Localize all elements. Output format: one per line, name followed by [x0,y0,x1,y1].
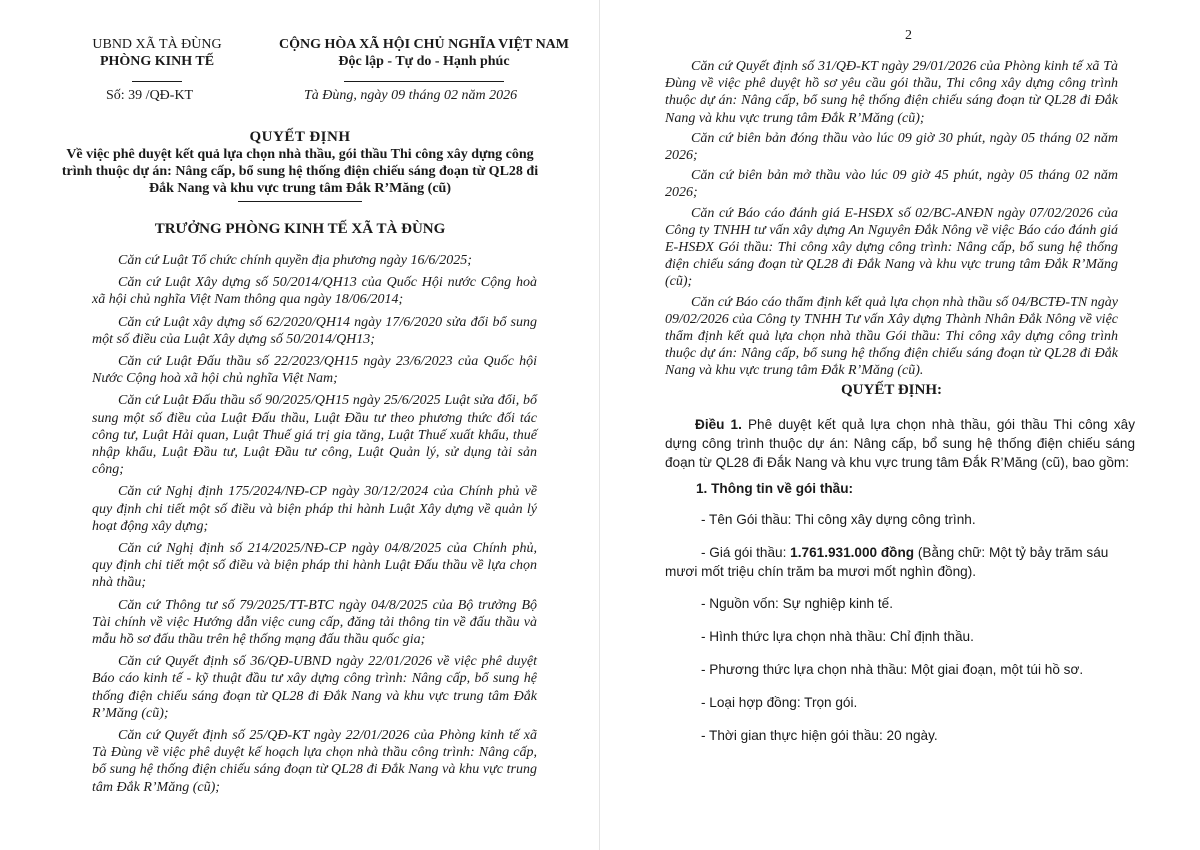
subject-line: Đắk Nang và khu vực trung tâm Đắk R’Măng (cũ) [148,181,452,196]
agency-name: PHÒNG KINH TẾ [99,54,215,69]
legal-basis-item: Căn cứ Thông tư số 79/2025/TT-BTC ngày 04/8/2025 của Bộ trưởng Bộ Tài chính về việc Hướng dẫn việc cung cấp, đăng tải thông tin về đấu thầu và mẫu hồ sơ đấu thầu trên hệ thống mạng đấu thầu quốc gia; [92,597,537,648]
decision-heading: QUYẾT ĐỊNH: [841,382,942,398]
price-label: - Giá gói thầu: [701,544,791,560]
issuing-agency [82,36,232,87]
selection-method-item: - Phương thức lựa chọn nhà thầu: Một giai đoạn, một túi hồ sơ. [701,661,1084,677]
legal-basis-continued [665,58,1118,383]
legal-basis-item: Căn cứ Báo cáo đánh giá E-HSĐX số 02/BC-ANĐN ngày 07/02/2026 của Công ty TNHH tư vấn xây dựng An Nguyên Đắk Nông về việc Báo cáo đánh giá E-HSĐX Gói thầu: Thi công xây dựng công trình: Nâng cấp, bổ sung hệ thống điện chiếu sáng đoạn từ QL28 đi Đắk Nang và khu vực trung tâm Đắk R’Măng (cũ); [665,205,1118,290]
nation-name: CỘNG HÒA XÃ HỘI CHỦ NGHĨA VIỆT NAM [278,37,569,52]
legal-basis-item: Căn cứ Luật Tổ chức chính quyền địa phương ngày 16/6/2025; [118,253,472,268]
legal-basis-item: Căn cứ Quyết định số 25/QĐ-KT ngày 22/01/2026 của Phòng kinh tế xã Tà Đùng về việc phê duyệt kế hoạch lựa chọn nhà thầu công trình: Nâng cấp, bổ sung hệ thống điện chiếu sáng đoạn từ QL28 đi Đắk Nang và khu vực trung tâm Đắk R’Măng (cũ); [92,728,537,795]
page-number: 2 [905,28,912,43]
contract-type-item: - Loại hợp đồng: Trọn gói. [701,694,858,710]
legal-basis-item: Căn cứ Nghị định 175/2024/NĐ-CP ngày 30/12/2024 của Chính phủ về quy định chi tiết một số điều và biện pháp thi hành Luật Xây dựng về quản lý hoạt động xây dựng; [92,484,537,534]
package-price-item [665,544,1135,582]
legal-basis-item: Căn cứ biên bản mở thầu vào lúc 09 giờ 45 phút, ngày 05 tháng 02 năm 2026; [665,168,1118,201]
legal-basis-item: Căn cứ Luật xây dựng số 62/2020/QH14 ngày 17/6/2020 sửa đổi bổ sung một số điều của Luật Xây dựng số 50/2014/QH13; [92,314,537,347]
funding-source-item: - Nguồn vốn: Sự nghiệp kinh tế. [701,596,893,612]
duration-item: - Thời gian thực hiện gói thầu: 20 ngày. [701,727,938,743]
issuing-authority: TRƯỞNG PHÒNG KINH TẾ XÃ TÀ ĐÙNG [154,221,446,237]
legal-basis-item: Căn cứ Luật Đấu thầu số 90/2025/QH15 ngày 25/6/2025 Luật sửa đổi, bổ sung một số điều của Luật Đấu thầu, Luật Đầu tư theo phương thức đối tác công tư, Luật Hải quan, Luật Thuế giá trị gia tăng, Luật Thuế xuất khẩu, thuế nhập khẩu, Luật Đầu tư, Luật Đầu tư công, Luật Quản lý, sử dụng tài sản công; [92,393,537,478]
agency-parent: UBND XÃ TÀ ĐÙNG [92,37,222,52]
national-title [268,36,580,87]
subject-line: Về việc phê duyệt kết quả lựa chọn nhà thầu, gói thầu Thi công xây dựng công [66,147,534,162]
package-info-list [665,511,1135,759]
price-in-words: (Bằng chữ: Một tỷ bảy trăm sáu mươi mốt triệu chín trăm ba mươi mốt nghìn đồng). [665,544,1109,579]
article-1-label: Điều 1. [695,417,742,432]
package-info-heading: 1. Thông tin về gói thầu: [696,481,854,496]
article-1 [665,416,1135,472]
nation-motto: Độc lập - Tự do - Hạnh phúc [338,54,510,69]
legal-basis-item: Căn cứ Luật Đấu thầu số 22/2023/QH15 ngày 23/6/2023 của Quốc hội Nước Cộng hoà xã hội chủ nghĩa Việt Nam; [92,354,537,387]
subject-line: trình thuộc dự án: Nâng cấp, bổ sung hệ thống điện chiếu sáng đoạn từ QL28 đi [61,164,539,179]
doc-type: QUYẾT ĐỊNH [249,129,351,145]
legal-basis-list [92,252,537,801]
legal-basis-item: Căn cứ Luật Xây dựng số 50/2014/QH13 của Quốc Hội nước Cộng hoà xã hội chủ nghĩa Việt Nam thông qua ngày 18/06/2014; [92,275,537,308]
document-title [20,129,580,197]
legal-basis-item: Căn cứ Báo cáo thẩm định kết quả lựa chọn nhà thầu số 04/BCTĐ-TN ngày 09/02/2026 của Công ty TNHH Tư vấn Xây dựng Thành Nhân Đắk Nông về việc thẩm định kết quả lựa chọn nhà thầu Gói thầu: Thi công xây dựng công trình thuộc dự án: Nâng cấp, bổ sung hệ thống điện chiếu sáng đoạn từ QL28 đi Đắk Nang và khu vực trung tâm Đắk R’Măng (cũ). [665,294,1118,379]
package-name-item: - Tên Gói thầu: Thi công xây dựng công trình. [701,512,976,527]
article-1-text: Phê duyệt kết quả lựa chọn nhà thầu, gói thầu Thi công xây dựng công trình thuộc dự án: Nâng cấp, bổ sung hệ thống điện chiếu sáng đoạn từ QL28 đi Đắk Nang và khu vực trung tâm Đắk R’Măng (cũ), bao gồm: [665,417,1135,470]
title-underline [238,201,362,202]
legal-basis-item: Căn cứ Nghị định số 214/2025/NĐ-CP ngày 04/8/2025 của Chính phủ, quy định chi tiết một số điều và biện pháp thi hành Luật Đấu thầu về lựa chọn nhà thầu; [92,541,537,591]
legal-basis-item: Căn cứ biên bản đóng thầu vào lúc 09 giờ 30 phút, ngày 05 tháng 02 năm 2026; [665,130,1118,164]
selection-form-item: - Hình thức lựa chọn nhà thầu: Chỉ định thầu. [701,629,974,645]
legal-basis-item: Căn cứ Quyết định số 36/QĐ-UBND ngày 22/01/2026 về việc phê duyệt Báo cáo kinh tế - kỹ thuật đầu tư xây dựng công trình: Nâng cấp, bổ sung hệ thống điện chiếu sáng đoạn từ QL28 đi Đắk Nang và khu vực trung tâm Đắk R’Măng (cũ); [92,654,537,721]
article-1-paragraph [665,416,1135,472]
motto-underline [344,81,504,82]
agency-underline [132,81,182,82]
document-number: Số: 39 /QĐ-KT [106,88,194,103]
legal-basis-item: Căn cứ Quyết định số 31/QĐ-KT ngày 29/01/2026 của Phòng kinh tế xã Tà Đùng về việc phê duyệt hồ sơ yêu cầu gói thầu, Thi công xây dựng công trình thuộc dự án: Nâng cấp, bổ sung hệ thống điện chiếu sáng đoạn từ QL28 đi Đắk Nang và khu vực trung tâm Đắk R’Măng (cũ); [665,59,1118,126]
document-date: Tà Đùng, ngày 09 tháng 02 năm 2026 [304,88,518,103]
price-value: 1.761.931.000 đồng [790,544,915,560]
